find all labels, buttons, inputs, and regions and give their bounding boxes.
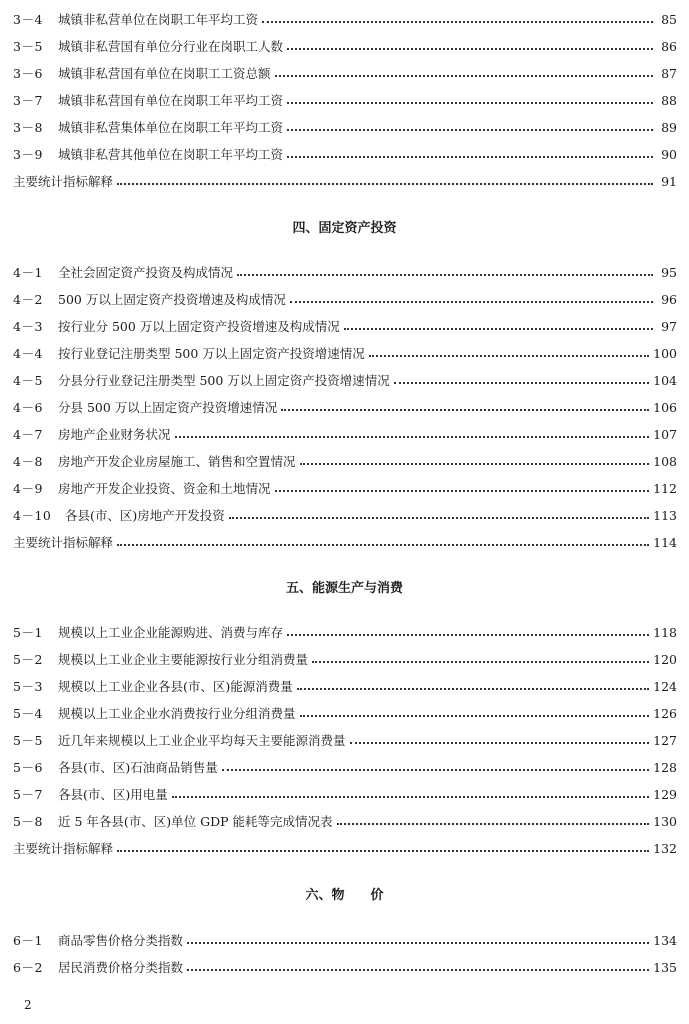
dot-leader bbox=[187, 941, 649, 944]
toc-entry bbox=[13, 813, 677, 831]
entry-title: 各县(市、区)石油商品销售量 bbox=[58, 760, 218, 775]
entry-title: 规模以上工业企业主要能源按行业分组消费量 bbox=[58, 652, 309, 667]
entry-title: 主要统计指标解释 bbox=[13, 535, 114, 550]
entry-title: 城镇非私营其他单位在岗职工年平均工资 bbox=[58, 147, 284, 162]
entry-title: 分县 500 万以上固定资产投资增速情况 bbox=[58, 400, 278, 415]
toc-entry bbox=[13, 705, 677, 723]
entry-number: 4－7 bbox=[13, 427, 43, 442]
entry-page: 128 bbox=[653, 760, 677, 775]
toc-entry bbox=[13, 786, 677, 804]
entry-page: 91 bbox=[661, 174, 677, 189]
dot-leader bbox=[369, 354, 649, 357]
entry-number: 5－4 bbox=[13, 706, 43, 721]
dot-leader bbox=[287, 155, 653, 158]
toc-entry bbox=[13, 678, 677, 696]
toc-entry bbox=[13, 399, 677, 417]
entry-title: 各县(市、区)用电量 bbox=[58, 787, 168, 802]
entry-title: 规模以上工业企业水消费按行业分组消费量 bbox=[58, 706, 296, 721]
entry-page: 135 bbox=[653, 960, 677, 975]
dot-leader bbox=[300, 714, 650, 717]
entry-number: 5－6 bbox=[13, 760, 43, 775]
dot-leader bbox=[229, 516, 649, 519]
toc-entry bbox=[13, 291, 677, 309]
toc-entry bbox=[13, 932, 677, 950]
dot-leader bbox=[287, 128, 653, 131]
entry-title: 全社会固定资产投资及构成情况 bbox=[58, 265, 234, 280]
entry-number: 3－4 bbox=[13, 12, 43, 27]
entry-title: 按行业登记注册类型 500 万以上固定资产投资增速情况 bbox=[58, 346, 365, 361]
toc-entry bbox=[13, 480, 677, 498]
dot-leader bbox=[117, 182, 653, 185]
entry-number: 6－2 bbox=[13, 960, 43, 975]
dot-leader bbox=[275, 489, 650, 492]
dot-leader bbox=[300, 462, 650, 465]
toc-entry bbox=[13, 345, 677, 363]
entry-page: 107 bbox=[653, 427, 677, 442]
dot-leader bbox=[297, 687, 649, 690]
entry-title: 城镇非私营集体单位在岗职工年平均工资 bbox=[58, 120, 284, 135]
entry-page: 120 bbox=[653, 652, 677, 667]
toc-entry bbox=[13, 624, 677, 642]
entry-page: 85 bbox=[661, 12, 677, 27]
page-number: 2 bbox=[24, 998, 32, 1012]
entry-number: 4－6 bbox=[13, 400, 43, 415]
entry-number: 4－9 bbox=[13, 481, 43, 496]
toc-entry bbox=[13, 318, 677, 336]
dot-leader bbox=[172, 795, 649, 798]
entry-page: 118 bbox=[653, 625, 677, 640]
entry-title: 房地产企业财务状况 bbox=[58, 427, 171, 442]
dot-leader bbox=[117, 543, 649, 546]
entry-page: 90 bbox=[661, 147, 677, 162]
entry-title: 500 万以上固定资产投资增速及构成情况 bbox=[58, 292, 286, 307]
entry-page: 130 bbox=[653, 814, 677, 829]
dot-leader bbox=[287, 47, 653, 50]
entry-page: 89 bbox=[661, 120, 677, 135]
entry-number: 3－6 bbox=[13, 66, 43, 81]
entry-title: 近几年来规模以上工业企业平均每天主要能源消费量 bbox=[58, 733, 346, 748]
entry-page: 113 bbox=[653, 508, 677, 523]
toc-entry bbox=[13, 38, 677, 56]
entry-page: 127 bbox=[653, 733, 677, 748]
entry-number: 3－5 bbox=[13, 39, 43, 54]
entry-number: 5－8 bbox=[13, 814, 43, 829]
entry-number: 5－2 bbox=[13, 652, 43, 667]
entry-page: 106 bbox=[653, 400, 677, 415]
dot-leader bbox=[222, 768, 649, 771]
entry-page: 100 bbox=[653, 346, 677, 361]
entry-title: 主要统计指标解释 bbox=[13, 174, 114, 189]
entry-page: 126 bbox=[653, 706, 677, 721]
dot-leader bbox=[175, 435, 650, 438]
toc-entry bbox=[13, 426, 677, 444]
entry-number: 4－5 bbox=[13, 373, 43, 388]
entry-page: 124 bbox=[653, 679, 677, 694]
entry-number: 4－1 bbox=[13, 265, 43, 280]
toc-entry-notes bbox=[13, 534, 677, 552]
entry-number: 3－7 bbox=[13, 93, 43, 108]
entry-page: 104 bbox=[653, 373, 677, 388]
toc-entry bbox=[13, 264, 677, 282]
entry-title: 房地产开发企业房屋施工、销售和空置情况 bbox=[58, 454, 296, 469]
entry-page: 96 bbox=[661, 292, 677, 307]
entry-page: 87 bbox=[661, 66, 677, 81]
entry-title: 城镇非私营国有单位在岗职工年平均工资 bbox=[58, 93, 284, 108]
entry-title: 城镇非私营国有单位在岗职工工资总额 bbox=[58, 66, 271, 81]
section-heading: 四、固定资产投资 bbox=[292, 221, 397, 236]
entry-title: 主要统计指标解释 bbox=[13, 841, 114, 856]
entry-page: 108 bbox=[653, 454, 677, 469]
entry-title: 规模以上工业企业各县(市、区)能源消费量 bbox=[58, 679, 293, 694]
dot-leader bbox=[237, 273, 653, 276]
entry-number: 3－9 bbox=[13, 147, 43, 162]
toc-entry bbox=[13, 959, 677, 977]
entry-page: 134 bbox=[653, 933, 677, 948]
toc-entry bbox=[13, 146, 677, 164]
entry-title: 房地产开发企业投资、资金和土地情况 bbox=[58, 481, 271, 496]
dot-leader bbox=[287, 101, 653, 104]
toc-entry bbox=[13, 453, 677, 471]
entry-page: 112 bbox=[653, 481, 677, 496]
dot-leader bbox=[312, 660, 649, 663]
entry-number: 6－1 bbox=[13, 933, 43, 948]
toc-entry bbox=[13, 92, 677, 110]
dot-leader bbox=[117, 849, 649, 852]
entry-number: 4－8 bbox=[13, 454, 43, 469]
toc-entry bbox=[13, 372, 677, 390]
entry-title: 分县分行业登记注册类型 500 万以上固定资产投资增速情况 bbox=[58, 373, 390, 388]
dot-leader bbox=[290, 300, 653, 303]
dot-leader bbox=[350, 741, 650, 744]
entry-number: 4－3 bbox=[13, 319, 43, 334]
entry-title: 城镇非私营国有单位分行业在岗职工人数 bbox=[58, 39, 284, 54]
entry-number: 5－3 bbox=[13, 679, 43, 694]
entry-title: 各县(市、区)房地产开发投资 bbox=[65, 508, 225, 523]
section-heading: 六、物 价 bbox=[305, 888, 384, 903]
dot-leader bbox=[281, 408, 649, 411]
entry-page: 114 bbox=[653, 535, 677, 550]
dot-leader bbox=[287, 633, 649, 636]
entry-page: 95 bbox=[661, 265, 677, 280]
toc-entry bbox=[13, 65, 677, 83]
entry-number: 4－4 bbox=[13, 346, 43, 361]
entry-page: 97 bbox=[661, 319, 677, 334]
toc-entry bbox=[13, 651, 677, 669]
toc-entry-notes bbox=[13, 840, 677, 858]
dot-leader bbox=[394, 381, 649, 384]
toc-entry bbox=[13, 507, 677, 525]
entry-number: 4－10 bbox=[13, 508, 52, 523]
toc-entry bbox=[13, 759, 677, 777]
toc-entry bbox=[13, 119, 677, 137]
dot-leader bbox=[337, 822, 650, 825]
entry-title: 居民消费价格分类指数 bbox=[58, 960, 184, 975]
entry-title: 按行业分 500 万以上固定资产投资增速及构成情况 bbox=[58, 319, 340, 334]
entry-page: 132 bbox=[653, 841, 677, 856]
section-heading: 五、能源生产与消费 bbox=[285, 581, 403, 596]
entry-number: 4－2 bbox=[13, 292, 43, 307]
entry-page: 129 bbox=[653, 787, 677, 802]
dot-leader bbox=[187, 968, 649, 971]
entry-number: 5－7 bbox=[13, 787, 43, 802]
entry-title: 近 5 年各县(市、区)单位 GDP 能耗等完成情况表 bbox=[58, 814, 333, 829]
toc-entry-notes bbox=[13, 173, 677, 191]
entry-page: 86 bbox=[661, 39, 677, 54]
entry-title: 商品零售价格分类指数 bbox=[58, 933, 184, 948]
entry-number: 5－5 bbox=[13, 733, 43, 748]
dot-leader bbox=[262, 20, 653, 23]
entry-page: 88 bbox=[661, 93, 677, 108]
dot-leader bbox=[344, 327, 653, 330]
toc-entry bbox=[13, 732, 677, 750]
toc-entry bbox=[13, 11, 677, 29]
entry-title: 规模以上工业企业能源购进、消费与库存 bbox=[58, 625, 284, 640]
entry-number: 5－1 bbox=[13, 625, 43, 640]
dot-leader bbox=[275, 74, 653, 77]
entry-title: 城镇非私营单位在岗职工年平均工资 bbox=[58, 12, 259, 27]
entry-number: 3－8 bbox=[13, 120, 43, 135]
